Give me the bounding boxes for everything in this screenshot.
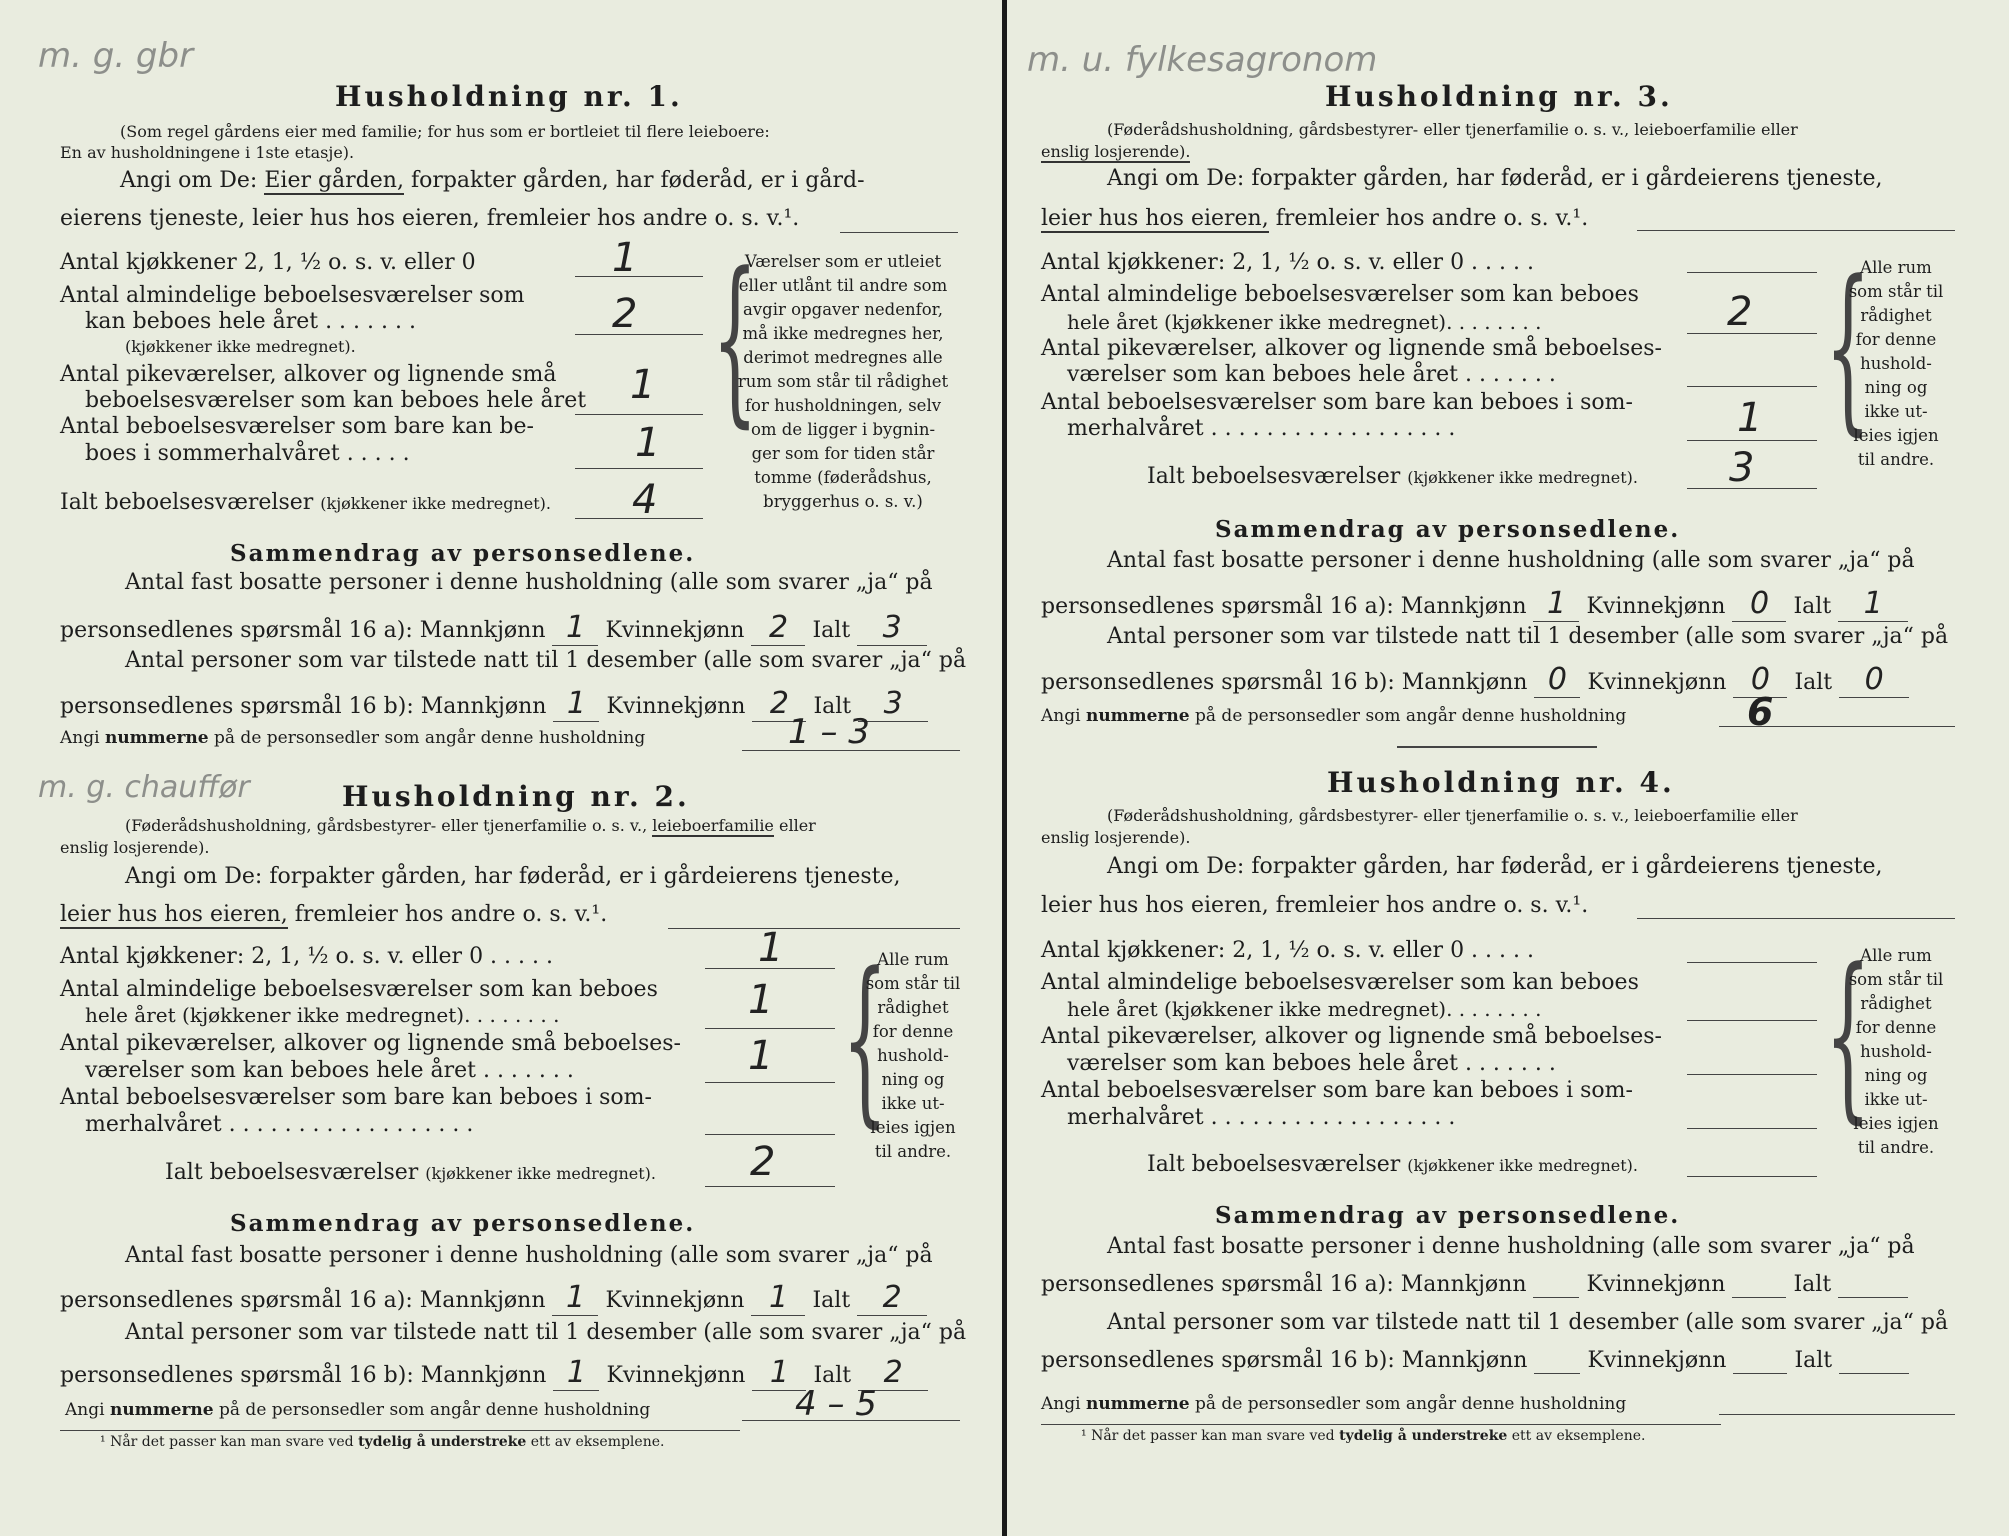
answer-total-16a: 3 [857, 610, 927, 646]
divider [1397, 746, 1597, 748]
h4-blank-female-16a [1732, 1272, 1786, 1298]
h2-q-regular-rooms: Antal almindelige beboelsesværelser som kan beboes [60, 977, 658, 1002]
household-2-note: (Føderådshusholdning, gårdsbestyrer- eller tjenerfamilie o. s. v., leieboerfamilie eller [125, 816, 816, 835]
h4-q-small-rooms: Antal pikeværelser, alkover og lignende små beboelses- [1041, 1024, 1662, 1049]
numbers-line: Angi nummerne på de personsedler som angår denne husholdning [60, 728, 646, 748]
h2-q-summer-rooms: Antal beboelsesværelser som bare kan beboes i som- [60, 1085, 652, 1110]
pencil-annotation: m. g. gbr [38, 36, 194, 76]
h4-blank-total-16b [1839, 1348, 1909, 1374]
h3-numbers-line: Angi nummerne på de personsedler som angår denne husholdning [1041, 706, 1627, 726]
h4-q-kitchens: Antal kjøkkener: 2, 1, ½ o. s. v. eller 0 . . . . . [1041, 938, 1534, 963]
answer-numbers: 1 – 3 [788, 712, 870, 752]
selected-option-tenant-h3: leier hus hos eieren, [1041, 206, 1269, 231]
answer-male-16b: 1 [553, 686, 599, 722]
household-1-note-2: En av husholdningene i 1ste etasje). [60, 143, 355, 162]
h2-numbers-line: Angi nummerne på de personsedler som angår denne husholdning [65, 1400, 651, 1420]
h2-answer-total-16a: 2 [857, 1280, 927, 1316]
h3-answer-male-16b: 0 [1534, 662, 1580, 698]
h2-answer-male-16b: 1 [553, 1355, 599, 1391]
h3-q-summer-rooms: Antal beboelsesværelser som bare kan beboes i som- [1041, 390, 1633, 415]
h3-q-small-rooms: Antal pikeværelser, alkover og lignende små beboelses- [1041, 336, 1662, 361]
h2-side-note: Alle rum som står til rådighet for denne hushold- ning og ikke ut- leies igjen til andre. [865, 950, 961, 1161]
q-kitchens: Antal kjøkkener 2, 1, ½ o. s. v. eller 0 [60, 250, 476, 275]
q-total-rooms: Ialt beboelsesværelser (kjøkkener ikke medregnet). [60, 490, 551, 515]
h3-side-note: Alle rum som står til rådighet for denne hushold- ning og ikke ut- leies igjen til andre. [1848, 258, 1944, 469]
answer-kitchens: 1 [612, 235, 638, 281]
household-2-status-line: leier hus hos eieren, fremleier hos andre o. s. v.¹. [60, 902, 608, 927]
h3-q-kitchens: Antal kjøkkener: 2, 1, ½ o. s. v. eller 0 . . . . . [1041, 250, 1534, 275]
h3-q-total-rooms: Ialt beboelsesværelser (kjøkkener ikke medregnet). [1147, 464, 1638, 489]
h3-answer-total-rooms: 3 [1729, 445, 1755, 491]
h2-q-small-rooms: Antal pikeværelser, alkover og lignende små beboelses- [60, 1031, 681, 1056]
footnote-right: ¹ Når det passer kan man svare ved tydelig å understreke ett av eksemplene. [1081, 1428, 1646, 1444]
household-1-status-line-2: eierens tjeneste, leier hus hos eieren, fremleier hos andre o. s. v.¹. [60, 206, 800, 231]
selected-option-owner: Eier gården, [264, 168, 404, 193]
h2-q-total-rooms: Ialt beboelsesværelser (kjøkkener ikke medregnet). [165, 1160, 656, 1185]
h4-side-note: Alle rum som står til rådighet for denne hushold- ning og ikke ut- leies igjen til andre. [1848, 946, 1944, 1157]
h4-blank-male-16b [1534, 1348, 1580, 1374]
h3-answer-total-16b: 0 [1839, 662, 1909, 698]
answer-female-16b: 2 [752, 686, 806, 722]
h3-summary-16a: personsedlenes spørsmål 16 a): Mannkjønn 1 Kvinnekjønn 0 Ialt 1 [1041, 586, 1908, 622]
brace: { [712, 235, 758, 444]
selected-option-lodger: enslig losjerende). [1041, 142, 1191, 161]
household-4-title: Husholdning nr. 4. [1327, 766, 1675, 799]
h2-answer-small-rooms: 1 [748, 1033, 774, 1079]
answer-male-16a: 1 [552, 610, 598, 646]
pencil-annotation-right: m. u. fylkesagronom [1027, 40, 1378, 80]
h4-summary-16b: personsedlenes spørsmål 16 b): Mannkjønn Kvinnekjønn Ialt [1041, 1348, 1909, 1374]
h4-numbers-line: Angi nummerne på de personsedler som angår denne husholdning [1041, 1394, 1627, 1414]
h4-q-regular-rooms: Antal almindelige beboelsesværelser som kan beboes [1041, 970, 1639, 995]
answer-regular-rooms: 2 [612, 291, 638, 337]
h3-answer-summer-rooms: 1 [1737, 395, 1763, 441]
h4-q-summer-rooms: Antal beboelsesværelser som bare kan beboes i som- [1041, 1078, 1633, 1103]
household-1-status-line: Angi om De: Eier gården, forpakter gården, har føderåd, er i gård- [120, 168, 865, 193]
h2-answer-regular-rooms: 1 [748, 977, 774, 1023]
h4-summary-title: Sammendrag av personsedlene. [1215, 1202, 1681, 1229]
left-page: m. g. gbr Husholdning nr. 1. (Som regel gårdens eier med familie; for hus som er bortleiet til flere leieboere: En av husholdningene i 1ste etasje). Angi om De: Eier gården, forpakter gården, har føderåd, er i gård- eierens tjeneste, leier hus hos eieren, fremleier hos andre o. s. v.¹. Antal kjøkkener 2, 1, ½ o. s. v. eller 0 1 Antal almindelige beboelsesværelser som kan beboes hele året . . . . . . . (kjøkkener ikke medregnet). 2 Antal pikeværelser, alkover og lignende små beboelsesværelser som kan beboes hele året 1 Antal beboelsesværelser som bare kan be- boes i sommerhalvåret . . . . . 1 Ialt beboelsesværelser (kjøkkener ikke medregnet). 4 { Værelser som er utleiet eller utlånt til andre som avgir opgaver nedenfor, må ikke medregnes her, derimot medregnes alle rum som står til rådighet for husholdningen, selv om de ligger i bygnin- ger som for tiden står tomme (føderådshus, bryggerhus o. s. v.) Sammendrag av personsedlene. Antal fast bosatte personer i denne husholdning (alle som svarer „ja“ på personsedlenes spørsmål 16 a): Mannkjønn 1 Kvinnekjønn 2 Ialt 3 Antal personer som var tilstede natt til 1 desember (alle som svarer „ja“ på personsedlenes spørsmål 16 b): Mannkjønn 1 Kvinnekjønn 2 Ialt 3 Angi nummerne på de personsedler som angår denne husholdning 1 – 3 m. g. chauffør Husholdning nr. 2. (Føderådshusholdning, gårdsbestyrer- eller tjenerfamilie o. s. v., leieboerfamilie eller enslig losjerende). Angi om De: forpakter gården, har føderåd, er i gårdeierens tjeneste, leier hus hos eieren, fremleier hos andre o. s. v.¹. Antal kjøkkener: 2, 1, ½ o. s. v. eller 0 . . . . . 1 Antal almindelige beboelsesværelser som kan beboes hele året (kjøkkener ikke medregnet). . . . . . . . 1 Antal pikeværelser, alkover og lignende små beboelses- værelser som kan beboes hele året . . . . . . . 1 Antal beboelsesværelser som bare kan beboes i som- merhalvåret . . . . . . . . . . . . . . . . . . Ialt beboelsesværelser (kjøkkener ikke medregnet). 2 { Alle rum som står til rådighet for denne hushold- ning og ikke ut- leies igjen til andre. Sammendrag av personsedlene. Antal fast bosatte personer i denne husholdning (alle som svarer „ja“ på personsedlenes spørsmål 16 a): Mannkjønn 1 Kvinnekjønn 1 Ialt 2 Antal personer som var tilstede natt til 1 desember (alle som svarer „ja“ på personsedlenes spørsmål 16 b): Mannkjønn 1 Kvinnekjønn 1 Ialt 2 Angi nummerne på de personsedler som angår denne husholdning 4 – 5 ¹ Når det passer kan man svare ved tydelig å understreke ett av eksemplene. [0, 0, 1002, 1536]
household-1-note: (Som regel gårdens eier med familie; for hus som er bortleiet til flere leieboere: [120, 122, 770, 141]
h3-summary-16b: personsedlenes spørsmål 16 b): Mannkjønn 0 Kvinnekjønn 0 Ialt 0 [1041, 662, 1909, 698]
q-summer-rooms: Antal beboelsesværelser som bare kan be- [60, 414, 534, 439]
summary-title: Sammendrag av personsedlene. [230, 540, 696, 567]
h4-blank-female-16b [1733, 1348, 1787, 1374]
h2-answer-numbers: 4 – 5 [795, 1384, 877, 1424]
answer-summer-rooms: 1 [635, 420, 661, 466]
side-note: Værelser som er utleiet eller utlånt til andre som avgir opgaver nedenfor, må ikke medregnes her, derimot medregnes alle rum som står til rådighet for husholdningen, selv om de ligger i bygnin- ger som for tiden står tomme (føderådshus, bryggerhus o. s. v.) [737, 252, 949, 511]
h2-answer-male-16a: 1 [552, 1280, 598, 1316]
h2-answer-female-16a: 1 [751, 1280, 805, 1316]
h3-answer-regular-rooms: 2 [1727, 289, 1753, 335]
h2-answer-total-rooms: 2 [750, 1139, 776, 1185]
answer-female-16a: 2 [751, 610, 805, 646]
household-1-title: Husholdning nr. 1. [335, 80, 683, 113]
h2-summary-title: Sammendrag av personsedlene. [230, 1210, 696, 1237]
h2-summary-16a: personsedlenes spørsmål 16 a): Mannkjønn 1 Kvinnekjønn 1 Ialt 2 [60, 1280, 927, 1316]
household-2-title: Husholdning nr. 2. [342, 780, 690, 813]
q-small-rooms: Antal pikeværelser, alkover og lignende små [60, 362, 557, 387]
selected-option-tenant: leier hus hos eieren, [60, 902, 288, 927]
h2-answer-total-16b: 2 [858, 1355, 928, 1391]
h2-answer-kitchens: 1 [758, 925, 784, 971]
h4-q-total-rooms: Ialt beboelsesværelser (kjøkkener ikke medregnet). [1147, 1152, 1638, 1177]
h2-summary-16b: personsedlenes spørsmål 16 b): Mannkjønn 1 Kvinnekjønn 1 Ialt 2 [60, 1355, 928, 1391]
h3-answer-numbers: 6 [1747, 690, 1774, 734]
h4-blank-male-16a [1533, 1272, 1579, 1298]
h3-summary-title: Sammendrag av personsedlene. [1215, 516, 1681, 543]
h4-blank-total-16a [1838, 1272, 1908, 1298]
h2-answer-female-16b: 1 [752, 1355, 806, 1391]
h3-answer-female-16b: 0 [1733, 662, 1787, 698]
h3-q-regular-rooms: Antal almindelige beboelsesværelser som kan beboes [1041, 282, 1639, 307]
household-3-title: Husholdning nr. 3. [1325, 80, 1673, 113]
h3-answer-female-16a: 0 [1732, 586, 1786, 622]
answer-total-16b: 3 [858, 686, 928, 722]
answer-small-rooms: 1 [630, 362, 656, 408]
summary-16a: personsedlenes spørsmål 16 a): Mannkjønn 1 Kvinnekjønn 2 Ialt 3 [60, 610, 927, 646]
household-3-status-line: leier hus hos eieren, fremleier hos andre o. s. v.¹. [1041, 206, 1589, 231]
h3-answer-total-16a: 1 [1838, 586, 1908, 622]
answer-total-rooms: 4 [632, 477, 658, 523]
pencil-annotation-2: m. g. chauffør [38, 770, 250, 805]
h2-q-kitchens: Antal kjøkkener: 2, 1, ½ o. s. v. eller 0 . . . . . [60, 944, 553, 969]
h4-summary-16a: personsedlenes spørsmål 16 a): Mannkjønn Kvinnekjønn Ialt [1041, 1272, 1908, 1298]
summary-16b: personsedlenes spørsmål 16 b): Mannkjønn 1 Kvinnekjønn 2 Ialt 3 [60, 686, 928, 722]
h3-answer-male-16a: 1 [1533, 586, 1579, 622]
right-page: m. u. fylkesagronom Husholdning nr. 3. (Føderådshusholdning, gårdsbestyrer- eller tjenerfamilie o. s. v., leieboerfamilie eller enslig losjerende). Angi om De: forpakter gården, har føderåd, er i gårdeierens tjeneste, leier hus hos eieren, fremleier hos andre o. s. v.¹. Antal kjøkkener: 2, 1, ½ o. s. v. eller 0 . . . . . Antal almindelige beboelsesværelser som kan beboes hele året (kjøkkener ikke medregnet). . . . . . . . 2 Antal pikeværelser, alkover og lignende små beboelses- værelser som kan beboes hele året . . . . . . . Antal beboelsesværelser som bare kan beboes i som- merhalvåret . . . . . . . . . . . . . . . . . . 1 Ialt beboelsesværelser (kjøkkener ikke medregnet). 3 { Alle rum som står til rådighet for denne hushold- ning og ikke ut- leies igjen til andre. Sammendrag av personsedlene. Antal fast bosatte personer i denne husholdning (alle som svarer „ja“ på personsedlenes spørsmål 16 a): Mannkjønn 1 Kvinnekjønn 0 Ialt 1 Antal personer som var tilstede natt til 1 desember (alle som svarer „ja“ på personsedlenes spørsmål 16 b): Mannkjønn 0 Kvinnekjønn 0 Ialt 0 Angi nummerne på de personsedler som angår denne husholdning 6 Husholdning nr. 4. (Føderådshusholdning, gårdsbestyrer- eller tjenerfamilie o. s. v., leieboerfamilie eller enslig losjerende). Angi om De: forpakter gården, har føderåd, er i gårdeierens tjeneste, leier hus hos eieren, fremleier hos andre o. s. v.¹. Antal kjøkkener: 2, 1, ½ o. s. v. eller 0 . . . . . Antal almindelige beboelsesværelser som kan beboes hele året (kjøkkener ikke medregnet). . . . . . . . Antal pikeværelser, alkover og lignende små beboelses- værelser som kan beboes hele året . . . . . . . Antal beboelsesværelser som bare kan beboes i som- merhalvåret . . . . . . . . . . . . . . . . . . Ialt beboelsesværelser (kjøkkener ikke medregnet). { Alle rum som står til rådighet for denne hushold- ning og ikke ut- leies igjen til andre. Sammendrag av personsedlene. Antal fast bosatte personer i denne husholdning (alle som svarer „ja“ på personsedlenes spørsmål 16 a): Mannkjønn Kvinnekjønn Ialt Antal personer som var tilstede natt til 1 desember (alle som svarer „ja“ på personsedlenes spørsmål 16 b): Mannkjønn Kvinnekjønn Ialt Angi nummerne på de personsedler som angår denne husholdning ¹ Når det passer kan man svare ved tydelig å understreke ett av eksemplene. [1007, 0, 2009, 1536]
q-regular-rooms: Antal almindelige beboelsesværelser som [60, 283, 525, 308]
footnote: ¹ Når det passer kan man svare ved tydelig å understreke ett av eksemplene. [100, 1434, 665, 1450]
